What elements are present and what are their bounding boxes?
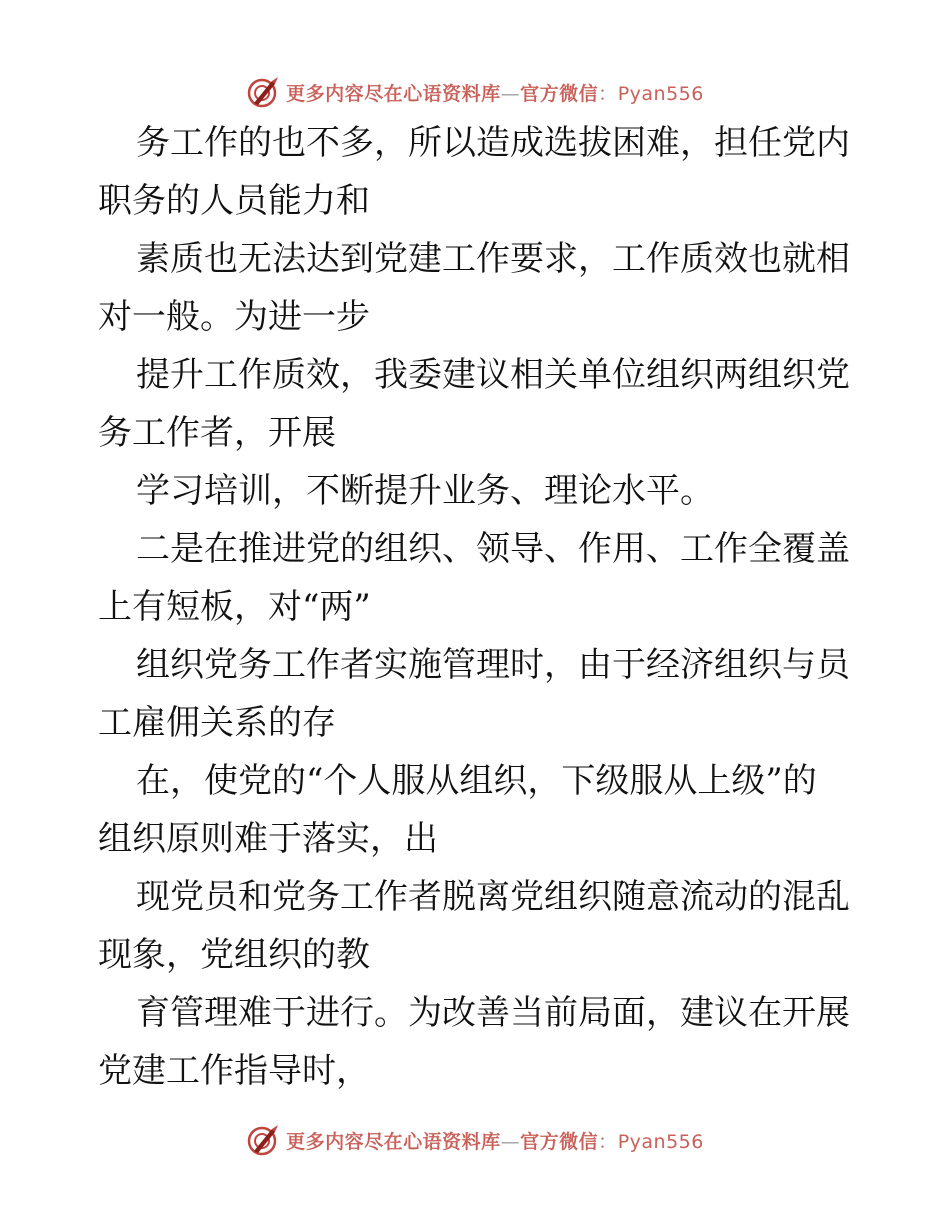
banner-official-label: 官方微信 bbox=[520, 1130, 599, 1153]
paragraph-line: 务工作的也不多，所以造成选拔困难，担任党内 bbox=[136, 123, 850, 163]
paragraph-line: 提升工作质效，我委建议相关单位组织两组织党 bbox=[136, 355, 850, 395]
banner-site-name: 更多内容尽在心语资料库 bbox=[286, 1130, 501, 1153]
quill-logo-icon bbox=[246, 75, 280, 109]
paragraph-line: 在，使党的“个人服从组织，下级服从上级”的 bbox=[136, 761, 817, 801]
banner-wechat-id: Pyan556 bbox=[617, 82, 704, 105]
paragraph-line: 素质也无法达到党建工作要求，工作质效也就相 bbox=[136, 239, 850, 279]
paragraph-line: 务工作者，开展 bbox=[98, 413, 336, 453]
paragraph-line: 组织原则难于落实，出 bbox=[98, 819, 438, 859]
paragraph-line: 现象，党组织的教 bbox=[98, 935, 370, 975]
paragraph-line: 学习培训，不断提升业务、理论水平。 bbox=[136, 471, 714, 511]
paragraph-line: 对一般。为进一步 bbox=[98, 297, 370, 337]
banner-official-label: 官方微信 bbox=[520, 82, 599, 105]
banner-dash: — bbox=[500, 1130, 521, 1153]
banner-dash: — bbox=[500, 82, 521, 105]
footer-banner bbox=[0, 1120, 950, 1160]
banner-site-name: 更多内容尽在心语资料库 bbox=[286, 82, 501, 105]
paragraph-line: 育管理难于进行。为改善当前局面，建议在开展 bbox=[136, 993, 850, 1033]
paragraph-line: 上有短板，对“两” bbox=[98, 587, 371, 627]
paragraph-line: 组织党务工作者实施管理时，由于经济组织与员 bbox=[136, 645, 850, 685]
quill-logo-icon bbox=[246, 1123, 280, 1157]
paragraph-line: 工雇佣关系的存 bbox=[98, 703, 336, 743]
paragraph-line: 二是在推进党的组织、领导、作用、工作全覆盖 bbox=[136, 529, 850, 569]
banner-text bbox=[286, 1127, 704, 1154]
banner-wechat-id: Pyan556 bbox=[617, 1130, 704, 1153]
paragraph-line: 职务的人员能力和 bbox=[98, 181, 370, 221]
header-banner bbox=[0, 72, 950, 112]
banner-separator: ： bbox=[598, 82, 618, 105]
banner-text bbox=[286, 79, 704, 106]
paragraph-line: 现党员和党务工作者脱离党组织随意流动的混乱 bbox=[136, 877, 850, 917]
banner-separator: ： bbox=[598, 1130, 618, 1153]
paragraph-line: 党建工作指导时， bbox=[98, 1051, 370, 1091]
